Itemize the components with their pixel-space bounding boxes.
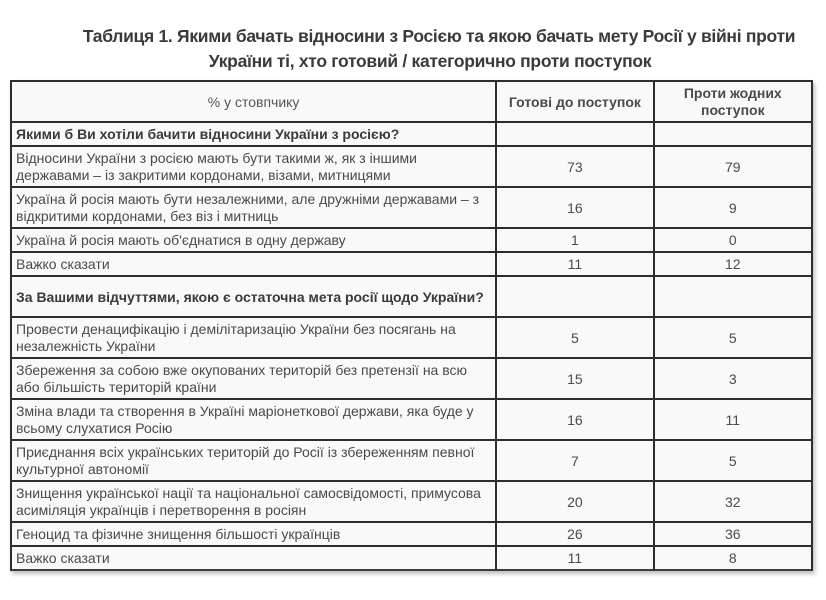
section-heading: Якими б Ви хотіли бачити відносини України з росією?	[11, 122, 496, 146]
ready-value: 20	[496, 481, 653, 522]
ready-value: 7	[496, 440, 653, 481]
header-ready-for-concessions: Готові до поступок	[496, 81, 653, 122]
against-value: 5	[654, 440, 812, 481]
empty-cell	[496, 122, 653, 146]
row-label: Важко сказати	[11, 546, 496, 570]
table-row	[11, 399, 812, 440]
ready-value: 15	[496, 358, 653, 399]
empty-cell	[654, 276, 812, 317]
row-label: Геноцид та фізичне знищення більшості українців	[11, 522, 496, 546]
ready-value: 11	[496, 252, 653, 276]
against-value: 36	[654, 522, 812, 546]
section-heading-row	[11, 276, 812, 317]
ready-value: 11	[496, 546, 653, 570]
against-value: 32	[654, 481, 812, 522]
ready-value: 16	[496, 399, 653, 440]
table-row	[11, 252, 812, 276]
against-value: 3	[654, 358, 812, 399]
header-against-concessions: Проти жодних поступок	[654, 81, 812, 122]
ready-value: 26	[496, 522, 653, 546]
ready-value: 73	[496, 146, 653, 187]
row-label: Відносини України з росією мають бути такими ж, як з іншими державами – із закритими кордонами, візами, митницями	[11, 146, 496, 187]
against-value: 9	[654, 187, 812, 228]
table-row	[11, 146, 812, 187]
against-value: 5	[654, 317, 812, 358]
empty-cell	[654, 122, 812, 146]
header-row	[11, 81, 812, 122]
table-row	[11, 522, 812, 546]
row-label: Збереження за собою вже окупованих територій без претензії на всю або більшість територій країни	[11, 358, 496, 399]
row-label: Зміна влади та створення в Україні маріонеткової держави, яка буде у всьому слухатися Росію	[11, 399, 496, 440]
row-label: Важко сказати	[11, 252, 496, 276]
section-heading-row	[11, 122, 812, 146]
table-row	[11, 481, 812, 522]
section-heading: За Вашими відчуттями, якою є остаточна мета росії щодо України?	[11, 276, 496, 317]
row-label: Україна й росія мають об'єднатися в одну державу	[11, 228, 496, 252]
ready-value: 1	[496, 228, 653, 252]
table-row	[11, 228, 812, 252]
row-label: Приєднання всіх українських територій до Росії із збереженням певної культурної автономії	[11, 440, 496, 481]
header-percent-label: % у стовпчику	[11, 81, 496, 122]
table-row	[11, 317, 812, 358]
ready-value: 16	[496, 187, 653, 228]
against-value: 0	[654, 228, 812, 252]
ready-value: 5	[496, 317, 653, 358]
row-label: Знищення української нації та національної самосвідомості, примусова асиміляція українців і перетворення в росіян	[11, 481, 496, 522]
empty-cell	[496, 276, 653, 317]
table-title	[40, 24, 820, 74]
against-value: 12	[654, 252, 812, 276]
row-label: Україна й росія мають бути незалежними, але дружніми державами – з відкритими кордонами, без віз і митниць	[11, 187, 496, 228]
row-label: Провести денацифікацію і демілітаризацію України без посягань на незалежність України	[11, 317, 496, 358]
table-row	[11, 358, 812, 399]
against-value: 79	[654, 146, 812, 187]
table-row	[11, 546, 812, 570]
against-value: 11	[654, 399, 812, 440]
against-value: 8	[654, 546, 812, 570]
survey-table	[10, 80, 813, 571]
table-row	[11, 440, 812, 481]
table-row	[11, 187, 812, 228]
table-title-line-2: України ті, хто готовий / категорично проти поступок	[208, 51, 652, 71]
table-title-line-1: Таблиця 1. Якими бачать відносини з Росією та якою бачать мету Росії у війні проти	[82, 26, 796, 46]
